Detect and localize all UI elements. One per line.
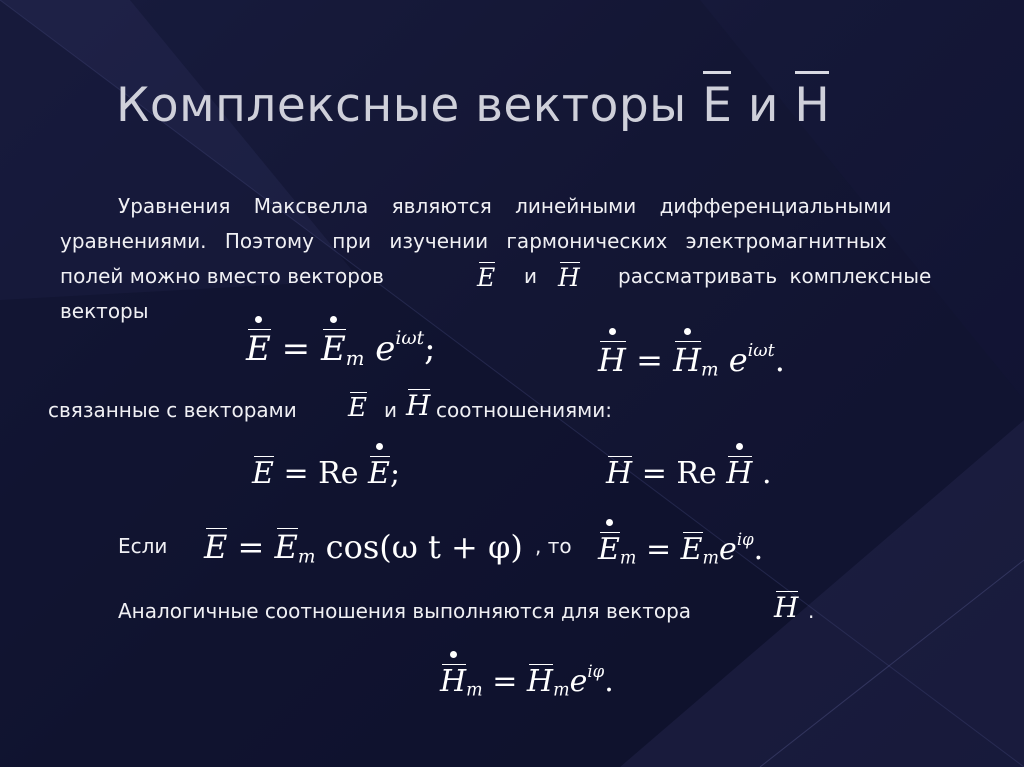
related-text: связанные с векторами — [48, 398, 297, 422]
relations-text: соотношениями: — [436, 398, 612, 422]
title-vector-e: Е — [702, 64, 732, 148]
related-vector-h: H — [406, 385, 430, 420]
if-text: Если — [118, 534, 168, 558]
related-and: и — [384, 398, 397, 422]
formula-e-complex: $E = E_m$ $e^{i\omega t}$; — [246, 325, 436, 369]
formula-h-re: H = Re H . — [606, 452, 772, 489]
title-vector-h: Н — [794, 64, 830, 148]
formula-h-complex: $H = H_m$ $e^{i\omega t}$. — [598, 337, 785, 380]
inline-vector-h: H — [558, 258, 580, 290]
slide-title: Комплексные векторы Е и Н — [116, 64, 916, 148]
analogous-vector-h: H — [774, 587, 798, 622]
analogous-period: . — [808, 599, 815, 623]
paragraph-line-3-and: и — [524, 264, 537, 288]
related-vector-e: E — [348, 388, 367, 421]
paragraph-line-4: векторы — [60, 299, 149, 323]
paragraph-line-2: уравнениями. Поэтому при изучении гармонических электромагнитных — [60, 229, 887, 253]
then-text: , то — [535, 534, 572, 558]
formula-e-cos: $E = E_m$ cos(ω t + φ) — [204, 524, 523, 567]
formula-hm-complex: $H_m = H_me^{i\varphi}$. — [440, 661, 614, 701]
analogous-text: Аналогичные соотношения выполняются для вектора — [118, 599, 692, 623]
inline-vector-e: E — [477, 258, 495, 290]
paragraph-line-3a: полей можно вместо векторов — [60, 264, 384, 288]
formula-em-complex: $E_m = E_me^{i\varphi}$. — [598, 529, 764, 569]
paragraph-line-1: Уравнения Максвелла являются линейными дифференциальными — [118, 194, 892, 218]
paragraph-line-3b: рассматривать комплексные — [618, 264, 932, 288]
formula-e-re: E = Re E; — [252, 452, 400, 489]
